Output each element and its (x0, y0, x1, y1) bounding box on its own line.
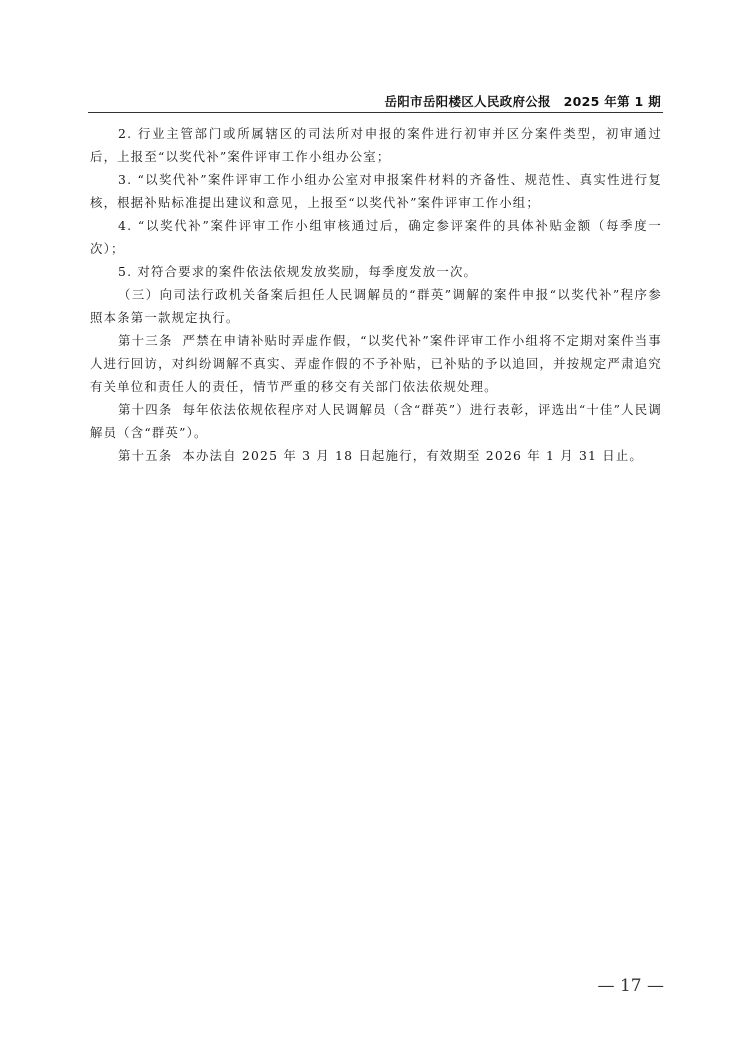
header-title: 岳阳市岳阳楼区人民政府公报 2025 年第 1 期 (384, 94, 661, 109)
procedure-step-2: 2. 行业主管部门或所属辖区的司法所对申报的案件进行初审并区分案件类型，初审通过后，上报至“以奖代补”案件评审工作小组办公室； (90, 126, 662, 164)
clause-three: （三）向司法行政机关备案后担任人民调解员的“群英”调解的案件申报“以奖代补”程序参照本条第一款规定执行。 (90, 287, 662, 325)
article-13 (90, 329, 662, 398)
article-15 (90, 444, 662, 467)
article-13-text: 严禁在申请补贴时弄虚作假，“以奖代补”案件评审工作小组将不定期对案件当事人进行回访，对纠纷调解不真实、弄虚作假的不予补贴，已补贴的予以追回，并按规定严肃追究有关单位和责任人的责任，情节严重的移交有关部门依法依规处理。 (90, 333, 662, 394)
article-14-label: 第十四条 (118, 402, 173, 417)
page-header (88, 92, 663, 113)
document-body (90, 122, 662, 467)
article-15-text: 本办法自 2025 年 3 月 18 日起施行，有效期至 2026 年 1 月 31 日止。 (182, 448, 644, 463)
article-15-label: 第十五条 (118, 448, 173, 463)
procedure-step-3: 3. “以奖代补”案件评审工作小组办公室对申报案件材料的齐备性、规范性、真实性进行复核，根据补贴标准提出建议和意见，上报至“以奖代补”案件评审工作小组； (90, 172, 662, 210)
article-14-text: 每年依法依规依程序对人民调解员（含“群英”）进行表彰，评选出“十佳”人民调解员（含“群英”）。 (90, 402, 662, 440)
procedure-step-4: 4. “以奖代补”案件评审工作小组审核通过后，确定参评案件的具体补贴金额（每季度一次）； (90, 218, 662, 256)
article-14 (90, 398, 662, 444)
page-number: — 17 — (597, 976, 664, 996)
article-13-label: 第十三条 (118, 333, 173, 348)
procedure-step-5: 5. 对符合要求的案件依法依规发放奖励，每季度发放一次。 (118, 264, 478, 279)
